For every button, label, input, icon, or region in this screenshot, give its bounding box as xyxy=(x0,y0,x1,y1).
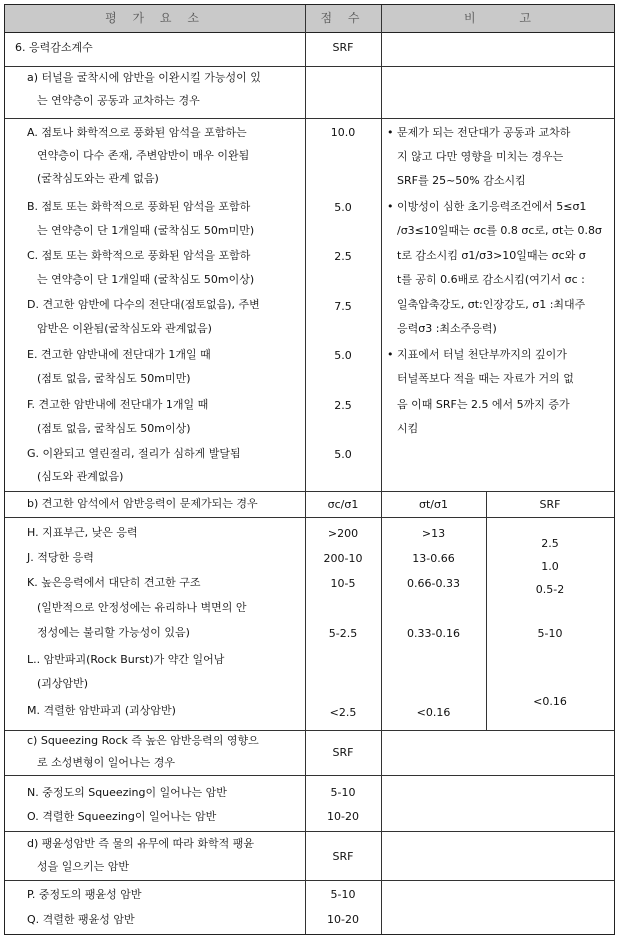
b-item-label: L.. 암반파괴(Rock Burst)가 약간 일어남 xyxy=(27,653,225,666)
b-item-label: (괴상암반) xyxy=(37,677,89,690)
d-title-line: d) 팽윤성암반 즉 물의 유무에 따라 화학적 팽윤 xyxy=(27,837,255,850)
header-remark: 비 고 xyxy=(464,11,531,25)
b-sc-value: >200 xyxy=(327,527,359,540)
b-st-value: 13-0.66 xyxy=(412,552,455,565)
b-item-label: J. 적당한 응력 xyxy=(27,551,94,564)
c-title-line: c) Squeezing Rock 즉 높은 암반응력의 영향으 xyxy=(27,734,259,747)
d-item-label: P. 중정도의 팽윤성 암반 xyxy=(27,888,142,901)
d-item-label: Q. 격렬한 팽윤성 암반 xyxy=(27,913,135,926)
d-item-score: 10-20 xyxy=(327,913,359,926)
srf-table: 평 가 요 소 점 수 비 고 6. 응력감소계수 SRF a) 터널을 굴착시에 암반을 이완시킬 가능성이 있 는 연약층이 공동과 교차하는 경우 A. 점토나 화학적으로 풍화된 암석을 포함하는 연약층이 다수 존재, 주변암반이 매우 이완됨 (굴착심도와는 관계 없음) 10.0 B. 점토 또는 화학적으로 풍화된 암석을 포함하 는 연약층이 단 1개일때 (굴착심도 50m미만) 5.0 C. 점토 또는 화학적으로 풍화된 암석을 포함하 는 연약층이 단 1개일때 (굴착심도 50m이상) 2.5 D. 견고한 암반에 다수의 전단대(점토없음), 주변 암반은 이완됨(굴착심도와 관계없음) 7.5 E. 견고한 암반내에 전단대가 1개일 때 (점토 없음, 굴착심도 50m미만) 5.0 F. 견고한 암반내에 전단대가 1개일 때 (점토 없음, 굴착심도 50m이상) 2.5 G. 이완되고 열린절리, 절리가 심하게 발달됨 (심도와 관계없음) 5.0 • 문제가 되는 전단대가 공동과 교차하 지 않고 다만 영향을 미치는 경우는 SRF를 25~50% 감소시킴 • 이방성이 심한 초기응력조건에서 5≤σ1 /σ3≤10일때는 σc를 0.8 σc로, σt는 0.8σ t로 감소시킴 σ1/σ3>10일때는 σc와 σ t를 공히 0.6배로 감소시킴(여기서 σc : 일축압축강도, σt:인장강도, σ1 :최대주 응력σ3 :최소주응력) • 지표에서 터널 천단부까지의 깊이가 터널폭보다 적을 때는 자료가 거의 없 음 이때 SRF는 2.5 에서 5까지 증가 시킴 b) 견고한 암석에서 암반응력이 문제가되는 경우 σc/σ1 σt/σ1 SRF H. 지표부근, 낮은 응력 J. 적당한 응력 K. 높은응력에서 대단히 견고한 구조 (일반적으로 안정성에는 유리하나 벽면의 안 정성에는 불리할 가능성이 있음) L.. 암반파괴(Rock Burst)가 약간 일어남 (괴상암반) M. 격렬한 암반파괴 (괴상암반) >200 200-10 10-5 5-2.5 <2.5 >13 13-0.66 0.66-0.33 0.33-0.16 <0.16 2.5 1.0 0.5-2 5-10 <0.16 c) Squeezing Rock 즉 높은 암반응력의 영향으 로 소성변형이 일어나는 경우 SRF N. 중정도의 Squeezing이 일어나는 암반 5-10 O. 격렬한 Squeezing이 일어나는 암반 10-20 d) 팽윤성암반 즉 물의 유무에 따라 화학적 팽윤 성을 일으키는 암반 SRF P. 중정도의 팽윤성 암반 5-10 Q. 격렬한 팽윤성 암반 10-20 xyxy=(4,4,615,935)
item-score: 5.0 xyxy=(334,448,352,461)
a-title-line: 는 연약층이 공동과 교차하는 경우 xyxy=(37,94,200,107)
header-score: 점 수 xyxy=(320,11,366,25)
b-st-value: >13 xyxy=(421,527,446,540)
row-divider xyxy=(5,118,614,119)
b-item-label: 정성에는 불리할 가능성이 있음) xyxy=(37,626,190,639)
item-score: 2.5 xyxy=(334,399,352,412)
c-item-score: 5-10 xyxy=(330,786,356,799)
c-item-score: 10-20 xyxy=(327,810,359,823)
d-score: SRF xyxy=(332,850,354,863)
row-divider xyxy=(5,880,614,881)
section-score: SRF xyxy=(332,41,354,54)
b-srf-value: 1.0 xyxy=(541,560,559,573)
d-item-score: 5-10 xyxy=(330,888,356,901)
table-header xyxy=(5,5,614,33)
item-score: 10.0 xyxy=(330,126,356,139)
row-divider xyxy=(5,66,614,67)
b-item-label: M. 격렬한 암반파괴 (괴상암반) xyxy=(27,704,176,717)
b-sc-value: 200-10 xyxy=(323,552,363,565)
row-divider xyxy=(5,730,614,731)
row-divider xyxy=(5,491,614,492)
b-col-header: σc/σ1 xyxy=(327,498,359,511)
b-srf-value: 5-10 xyxy=(537,627,563,640)
b-item-label: K. 높은응력에서 대단히 견고한 구조 xyxy=(27,576,201,589)
item-score: 5.0 xyxy=(334,349,352,362)
b-col-header: σt/σ1 xyxy=(419,498,448,511)
row-divider xyxy=(5,775,614,776)
col-divider-2 xyxy=(381,5,382,934)
b-item-label: (일반적으로 안정성에는 유리하나 벽면의 안 xyxy=(37,601,247,614)
d-title-line: 성을 일으키는 암반 xyxy=(37,860,130,873)
c-score: SRF xyxy=(332,746,354,759)
b-sc-value: 5-2.5 xyxy=(328,627,358,640)
a-title-line: a) 터널을 굴착시에 암반을 이완시킬 가능성이 있 xyxy=(27,71,261,84)
header-evaluation: 평 가 요 소 xyxy=(105,11,205,25)
b-item-label: H. 지표부근, 낮은 응력 xyxy=(27,526,138,539)
item-score: 5.0 xyxy=(334,201,352,214)
section-title: 6. 응력감소계수 xyxy=(15,41,93,54)
item-score: 2.5 xyxy=(334,250,352,263)
b-sc-value: <2.5 xyxy=(329,706,357,719)
c-item-label: O. 격렬한 Squeezing이 일어나는 암반 xyxy=(27,810,217,823)
b-st-value: 0.66-0.33 xyxy=(407,577,460,590)
b-st-value: <0.16 xyxy=(416,706,451,719)
b-st-value: 0.33-0.16 xyxy=(407,627,460,640)
b-col-header: SRF xyxy=(539,498,561,511)
b-srf-value: 0.5-2 xyxy=(535,583,565,596)
b-srf-value: 2.5 xyxy=(541,537,559,550)
c-title-line: 로 소성변형이 일어나는 경우 xyxy=(37,756,176,769)
row-divider xyxy=(5,831,614,832)
row-divider xyxy=(5,517,614,518)
item-score: 7.5 xyxy=(334,300,352,313)
c-item-label: N. 중정도의 Squeezing이 일어나는 암반 xyxy=(27,786,227,799)
b-sc-value: 10-5 xyxy=(330,577,356,590)
b-srf-value: <0.16 xyxy=(533,695,567,708)
b-title: b) 견고한 암석에서 암반응력이 문제가되는 경우 xyxy=(27,497,258,510)
